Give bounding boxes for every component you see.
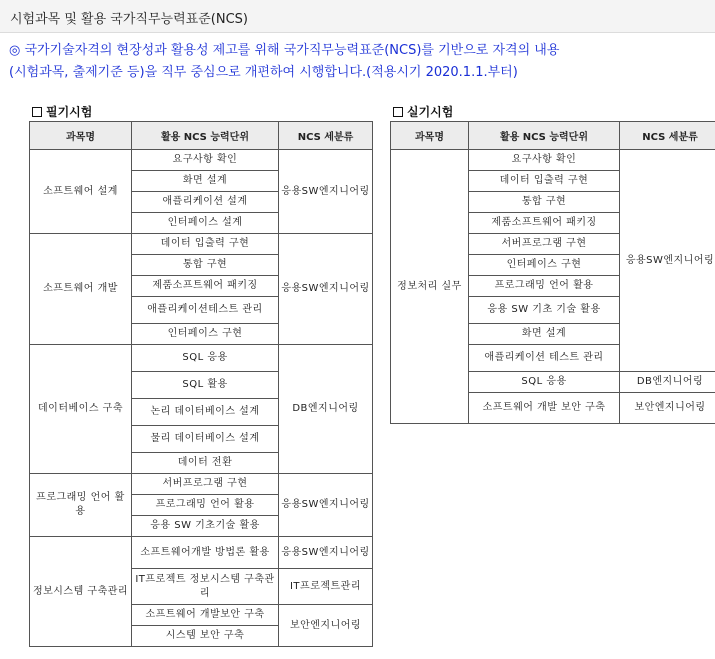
table-row [30,234,373,255]
written-exam-title [32,103,92,120]
page-title: 시험과목 및 활용 국가직무능력표준(NCS) [10,12,248,27]
subject-cell: 소프트웨어 개발 [30,234,132,345]
ncs-unit-cell: 통합 구현 [469,192,620,213]
ncs-unit-cell: 요구사항 확인 [132,150,279,171]
ncs-unit-cell: 서버프로그램 구현 [469,234,620,255]
ncs-category-cell: 보안엔지니어링 [620,393,715,424]
checkbox-square-icon [393,107,403,117]
ncs-unit-cell: 애플리케이션 설계 [132,192,279,213]
subject-cell: 소프트웨어 설계 [30,150,132,234]
practical-exam-table [390,121,715,424]
ncs-unit-cell: 소프트웨어개발 방법론 활용 [132,537,279,569]
ncs-unit-cell: 프로그래밍 언어 활용 [132,495,279,516]
ncs-category-cell: 보안엔지니어링 [279,605,373,647]
written-exam-title-text: 필기시험 [46,105,93,119]
practical-exam-title-text: 실기시험 [407,105,454,119]
page-header [0,0,715,33]
ncs-category-cell: 응용SW엔지니어링 [279,537,373,569]
ncs-category-cell: 응용SW엔지니어링 [620,150,715,372]
ncs-category-cell: 응용SW엔지니어링 [279,234,373,345]
ncs-unit-cell: 제품소프트웨어 패키징 [132,276,279,297]
subject-cell: 프로그래밍 언어 활용 [30,474,132,537]
ncs-unit-cell: 인터페이스 설계 [132,213,279,234]
ncs-unit-cell: 인터페이스 구현 [469,255,620,276]
ncs-unit-cell: 소프트웨어 개발보안 구축 [132,605,279,626]
header-subject: 과목명 [30,122,132,150]
ncs-unit-cell: 애플리케이션테스트 관리 [132,297,279,324]
notice-text [9,40,709,84]
table-header-row [30,122,373,150]
subject-cell: 정보처리 실무 [391,150,469,424]
ncs-category-cell: IT프로젝트관리 [279,569,373,605]
ncs-unit-cell: 화면 설계 [132,171,279,192]
ncs-unit-cell: 서버프로그램 구현 [132,474,279,495]
ncs-category-cell: DB엔지니어링 [620,372,715,393]
table-row [30,474,373,495]
ncs-unit-cell: 물리 데이터베이스 설계 [132,426,279,453]
header-subject: 과목명 [391,122,469,150]
ncs-unit-cell: 통합 구현 [132,255,279,276]
ncs-unit-cell: 인터페이스 구현 [132,324,279,345]
ncs-unit-cell: 화면 설계 [469,324,620,345]
table-header-row [391,122,715,150]
ncs-unit-cell: 시스템 보안 구축 [132,626,279,647]
table-row [30,537,373,569]
ncs-unit-cell: 응용 SW 기초 기술 활용 [469,297,620,324]
ncs-unit-cell: 애플리케이션 테스트 관리 [469,345,620,372]
checkbox-square-icon [32,107,42,117]
ncs-unit-cell: IT프로젝트 정보시스템 구축관리 [132,569,279,605]
subject-cell: 데이터베이스 구축 [30,345,132,474]
ncs-unit-cell: 데이터 입출력 구현 [132,234,279,255]
ncs-unit-cell: 프로그래밍 언어 활용 [469,276,620,297]
table-row [30,345,373,372]
header-ncs-category: NCS 세분류 [620,122,715,150]
table-row [391,150,715,171]
header-ncs-unit: 활용 NCS 능력단위 [132,122,279,150]
ncs-unit-cell: SQL 응용 [469,372,620,393]
ncs-unit-cell: 데이터 입출력 구현 [469,171,620,192]
ncs-unit-cell: 요구사항 확인 [469,150,620,171]
written-exam-table [29,121,373,647]
ncs-unit-cell: SQL 활용 [132,372,279,399]
notice-line-2: (시험과목, 출제기준 등)을 직무 중심으로 개편하여 시행합니다.(적용시기 2020.1.1.부터) [9,65,518,80]
ncs-unit-cell: 응용 SW 기초기술 활용 [132,516,279,537]
ncs-unit-cell: 제품소프트웨어 패키징 [469,213,620,234]
ncs-category-cell: DB엔지니어링 [279,345,373,474]
ncs-unit-cell: SQL 응용 [132,345,279,372]
header-ncs-unit: 활용 NCS 능력단위 [469,122,620,150]
subject-cell: 정보시스템 구축관리 [30,537,132,647]
header-ncs-category: NCS 세분류 [279,122,373,150]
practical-exam-title [393,103,453,120]
ncs-unit-cell: 데이터 전환 [132,453,279,474]
table-row [30,150,373,171]
notice-line-1: ◎ 국가기술자격의 현장성과 활용성 제고를 위해 국가직무능력표준(NCS)를 기반으로 자격의 내용 [9,43,560,58]
ncs-category-cell: 응용SW엔지니어링 [279,150,373,234]
ncs-unit-cell: 논리 데이터베이스 설계 [132,399,279,426]
ncs-unit-cell: 소프트웨어 개발 보안 구축 [469,393,620,424]
ncs-category-cell: 응용SW엔지니어링 [279,474,373,537]
